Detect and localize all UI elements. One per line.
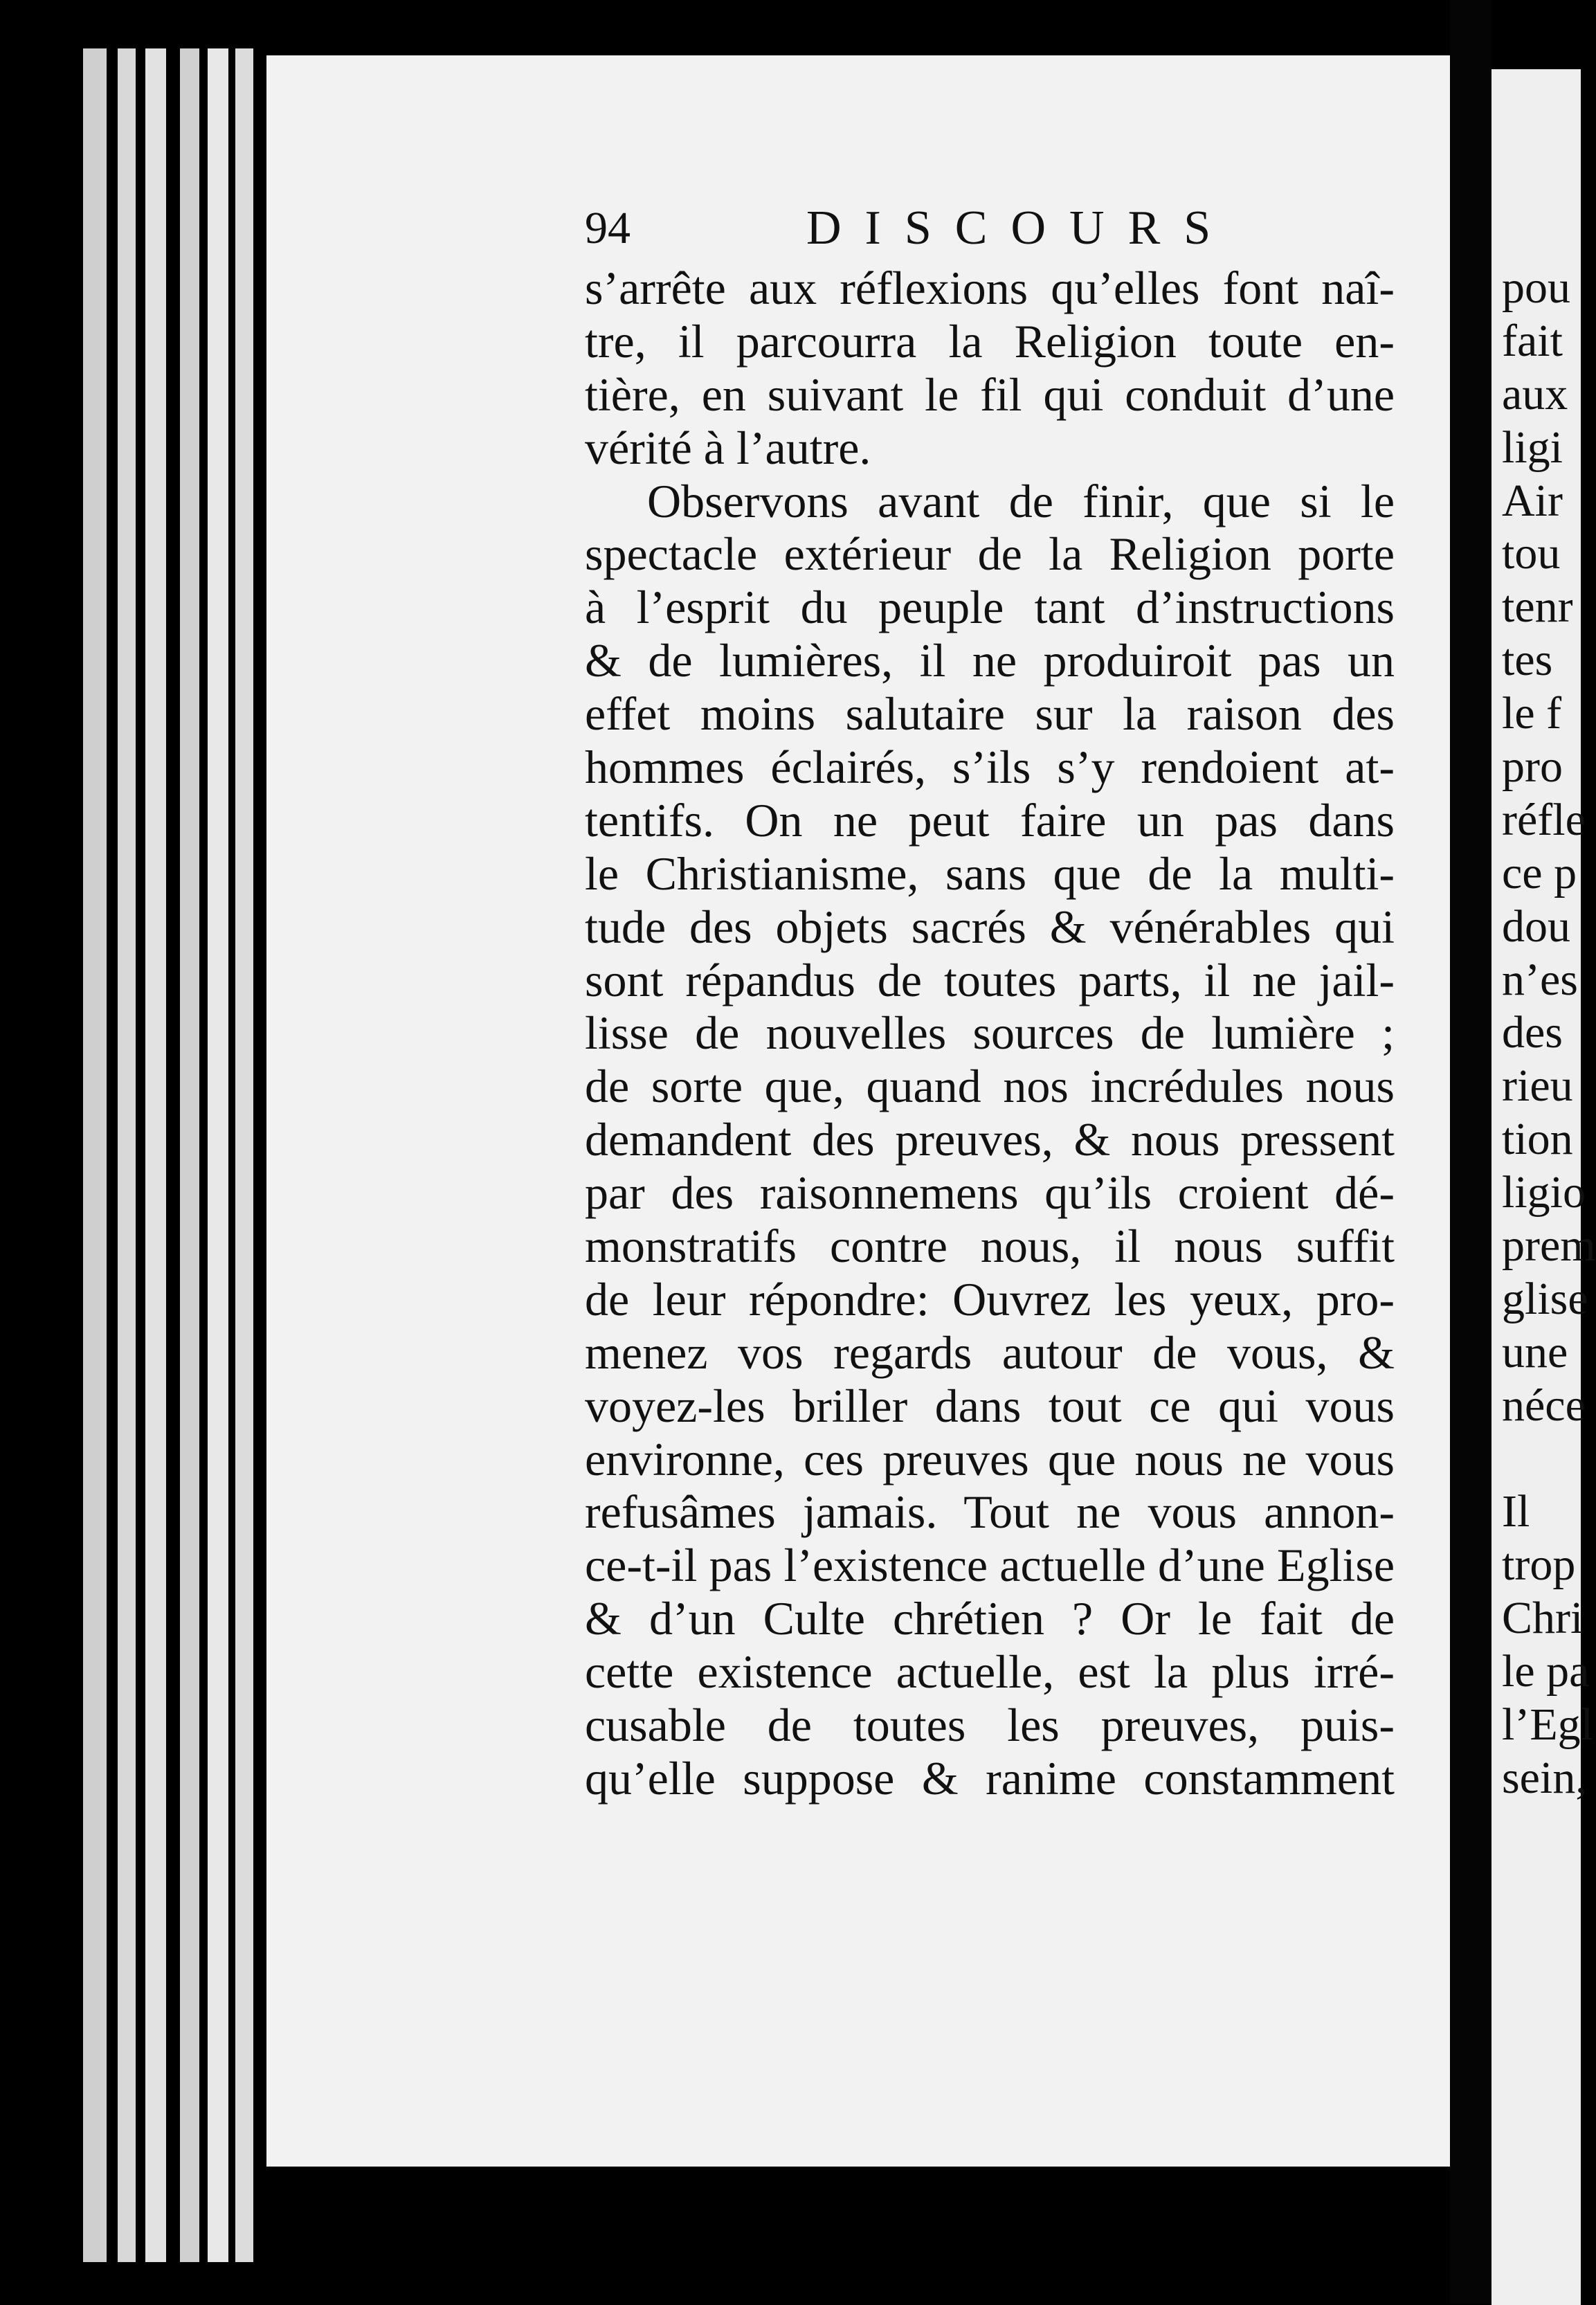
text-fragment: tenr [1502,581,1573,633]
text-fragment: le pa [1502,1646,1590,1697]
text-fragment: réfle [1502,794,1586,845]
text-line: de leur répondre: Ouvrez les yeux, pro- [585,1272,1395,1326]
page-edge [235,48,253,2262]
text-fragment: dou [1502,901,1570,952]
text-line: Observons avant de finir, que si le [647,474,1395,527]
text-line: & d’un Culte chrétien ? Or le fait de [585,1592,1395,1645]
page-edge [208,48,228,2262]
page-edge [180,48,199,2262]
body-text [585,262,1395,1805]
text-fragment: tion [1502,1114,1573,1165]
text-line: tre, il parcourra la Religion toute en- [585,314,1395,368]
text-fragment: une [1502,1326,1568,1377]
text-line: demandent des preuves, & nous pressent [585,1113,1395,1166]
book-gutter [1450,0,1491,2304]
text-line: vérité à l’autre. [585,421,871,474]
text-fragment: glise [1502,1273,1588,1324]
text-line: sont répandus de toutes parts, il ne jail- [585,953,1395,1006]
text-fragment: Air [1502,475,1563,526]
text-line: par des raisonnemens qu’ils croient dé- [585,1166,1395,1220]
text-fragment: fait [1502,315,1563,366]
text-line: environne, ces preuves que nous ne vous [585,1432,1395,1485]
text-fragment: le f [1502,688,1562,739]
text-fragment: néce [1502,1380,1586,1431]
text-line: effet moins salutaire sur la raison des [585,687,1395,741]
text-line: menez vos regards autour de vous, & [585,1326,1395,1379]
page-number: 94 [585,203,631,253]
text-fragment: ce p [1502,847,1577,898]
text-fragment: aux [1502,368,1568,419]
text-line: tière, en suivant le fil qui conduit d’une [585,368,1395,421]
text-line: ce-t-il pas l’existence actuelle d’une Eglise [585,1539,1395,1592]
text-fragment: pou [1502,262,1570,313]
right-page-text [1502,262,1596,1805]
text-line: spectacle extérieur de la Religion porte [585,527,1395,581]
text-fragment: tes [1502,635,1553,686]
text-fragment: tou [1502,528,1561,579]
text-line: tentifs. On ne peut faire un pas dans [585,793,1395,847]
text-line: & de lumières, il ne produiroit pas un [585,634,1395,687]
text-line: tude des objets sacrés & vénérables qui [585,900,1395,953]
text-fragment: n’es [1502,954,1578,1005]
text-line: cusable de toutes les preuves, puis- [585,1699,1395,1752]
text-line: voyez-les briller dans tout ce qui vous [585,1379,1395,1432]
text-line: qu’elle suppose & ranime constamment [585,1751,1395,1805]
text-fragment: ligio [1502,1167,1586,1218]
text-line: le Christianisme, sans que de la multi- [585,847,1395,900]
text-fragment: rieu [1502,1060,1573,1112]
text-line: s’arrête aux réflexions qu’elles font naî- [585,262,1395,314]
text-fragment: ligi [1502,422,1563,473]
text-line: à l’esprit du peuple tant d’instructions [585,581,1395,634]
text-fragment: l’Egl [1502,1699,1593,1751]
running-title: DISCOURS [806,201,1235,255]
text-line: refusâmes jamais. Tout ne vous annon- [585,1485,1395,1539]
text-fragment: Il [1502,1486,1530,1537]
text-fragment: trop [1502,1539,1576,1591]
page-edge [145,48,166,2262]
text-fragment: sein, [1502,1752,1587,1803]
text-line: cette existence actuelle, est la plus irré- [585,1645,1395,1699]
page-edge [83,48,107,2262]
text-line: de sorte que, quand nos incrédules nous [585,1060,1395,1113]
text-fragment: Chri [1502,1593,1584,1644]
text-line: hommes éclairés, s’ils s’y rendoient at- [585,741,1395,794]
page-edge [118,48,136,2262]
text-line: monstratifs contre nous, il nous suffit [585,1220,1395,1273]
text-fragment: pro [1502,741,1563,793]
text-fragment: des [1502,1007,1563,1058]
text-fragment: prem [1502,1220,1596,1272]
text-line: lisse de nouvelles sources de lumière ; [585,1006,1395,1060]
